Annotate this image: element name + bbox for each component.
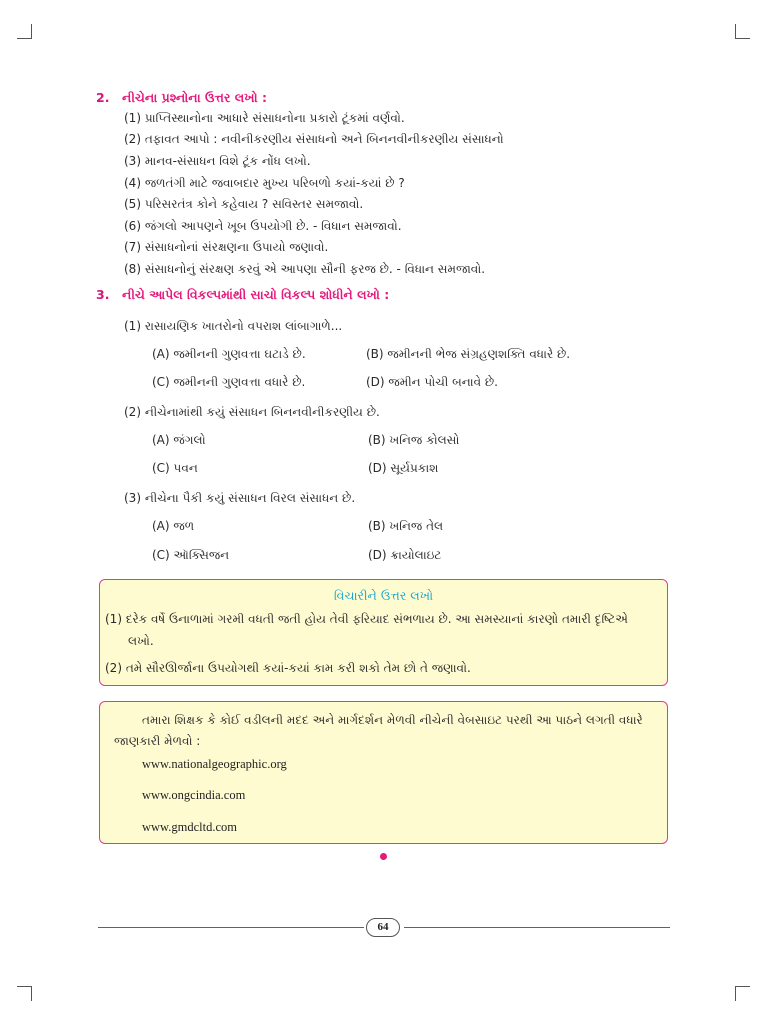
section-2-title: નીચેના પ્રશ્નોના ઉત્તર લખો :	[122, 90, 267, 105]
mcq-option: (C) પવન	[152, 461, 198, 475]
mcq-option: (D) જમીન પોચી બનાવે છે.	[366, 375, 498, 389]
mcq-option: (C) ઑક્સિજન	[152, 548, 230, 562]
footer-rule-left	[98, 927, 364, 928]
mcq-option: (A) જંગલો	[152, 433, 206, 447]
decorative-dot	[380, 853, 387, 860]
think-box-title: વિચારીને ઉત્તર લખો	[333, 588, 434, 603]
question-item: (3) માનવ-સંસાધન વિશે ટૂંક નોંધ લખો.	[124, 154, 311, 168]
section-3-title: નીચે આપેલ વિકલ્પમાંથી સાચો વિકલ્પ શોધીને લખો :	[122, 287, 390, 302]
website-link[interactable]: www.ongcindia.com	[142, 788, 246, 802]
section-3-heading	[96, 287, 389, 303]
mcq-question: (3) નીચેના પૈકી કયું સંસાધન વિરલ સંસાધન છે.	[124, 491, 356, 505]
mcq-question: (2) નીચેનામાંથી કયું સંસાધન બિનનવીનીકરણીય છે.	[124, 405, 380, 419]
websites-intro: તમારા શિક્ષક કે કોઈ વડીલની મદદ અને માર્ગદર્શન મેળવી નીચેની વેબસાઇટ પરથી આ પાઠને લગતી વધારે	[142, 713, 643, 727]
think-box-item: (2) તમે સૌરઊર્જાના ઉપયોગથી કયાં-કયાં કામ કરી શકો તેમ છો તે જણાવો.	[105, 661, 471, 675]
mcq-question: (1) રાસાયણિક ખાતરોનો વપરાશ લાંબાગાળે...	[124, 319, 343, 333]
mcq-option: (D) સૂર્યપ્રકાશ	[368, 461, 439, 475]
mcq-option: (B) ખનિજ કોલસો	[368, 433, 460, 447]
crop-mark-bottom-left	[17, 986, 32, 1001]
mcq-option: (C) જમીનની ગુણવત્તા વધારે છે.	[152, 375, 306, 389]
website-link[interactable]: www.nationalgeographic.org	[142, 757, 287, 771]
crop-mark-top-left	[17, 24, 32, 39]
mcq-option: (A) જળ	[152, 519, 195, 533]
websites-intro-continued: જાણકારી મેળવો :	[114, 734, 201, 748]
mcq-option: (A) જમીનની ગુણવત્તા ઘટાડે છે.	[152, 347, 306, 361]
crop-mark-top-right	[735, 24, 750, 39]
websites-box	[99, 701, 668, 844]
question-item: (4) જળતંગી માટે જવાબદાર મુખ્ય પરિબળો કયાં-કયાં છે ?	[124, 176, 405, 190]
page-number: 64	[366, 918, 400, 937]
question-item: (6) જંગલો આપણને ખૂબ ઉપયોગી છે. - વિધાન સમજાવો.	[124, 219, 402, 233]
section-2-number: 2.	[96, 90, 110, 105]
think-and-answer-box	[99, 579, 668, 686]
mcq-option: (B) ખનિજ તેલ	[368, 519, 444, 533]
question-item: (2) તફાવત આપો : નવીનીકરણીય સંસાધનો અને બિનનવીનીકરણીય સંસાધનો	[124, 132, 504, 146]
footer-rule-right	[404, 927, 670, 928]
think-box-item-continued: લખો.	[128, 634, 154, 648]
section-2-heading	[96, 90, 267, 106]
question-item: (7) સંસાધનોનાં સંરક્ષણના ઉપાયો જણાવો.	[124, 240, 329, 254]
mcq-option: (D) ક્રાયોલાઇટ	[368, 548, 442, 562]
mcq-option: (B) જમીનની ભેજ સંગ્રહણશક્તિ વધારે છે.	[366, 347, 571, 361]
website-link[interactable]: www.gmdcltd.com	[142, 820, 238, 834]
question-item: (8) સંસાધનોનું સંરક્ષણ કરવું એ આપણા સૌની ફરજ છે. - વિધાન સમજાવો.	[124, 262, 486, 276]
crop-mark-bottom-right	[735, 986, 750, 1001]
think-box-item: (1) દરેક વર્ષે ઉનાળામાં ગરમી વધતી જતી હોય તેવી ફરિયાદ સંભળાય છે. આ સમસ્યાનાં કારણો તમારી દૃષ્ટિએ	[105, 612, 628, 626]
question-item: (5) પરિસરતંત્ર કોને કહેવાય ? સવિસ્તર સમજાવો.	[124, 197, 364, 211]
section-3-number: 3.	[96, 287, 110, 302]
question-item: (1) પ્રાપ્તિસ્થાનોના આધારે સંસાધનોના પ્રકારો ટૂંકમાં વર્ણવો.	[124, 111, 405, 125]
